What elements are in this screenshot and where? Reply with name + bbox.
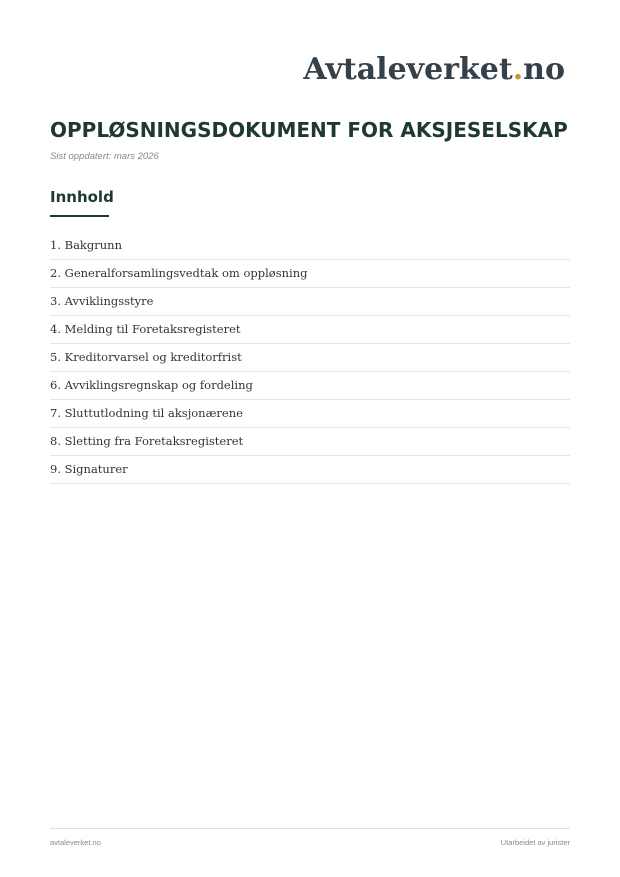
toc-item-kreditorvarsel[interactable]: 5. Kreditorvarsel og kreditorfrist	[50, 344, 570, 372]
logo-tld: no	[523, 52, 565, 87]
toc-heading: Innhold	[50, 188, 114, 206]
footer-divider	[50, 828, 570, 829]
toc-item-bakgrunn[interactable]: 1. Bakgrunn	[50, 232, 570, 260]
logo-dot: .	[512, 52, 524, 87]
site-logo[interactable]	[303, 52, 565, 87]
last-updated-text: Sist oppdatert: mars 2026	[50, 151, 159, 162]
toc-item-sluttutlodning[interactable]: 7. Sluttutlodning til aksjonærene	[50, 400, 570, 428]
toc-item-avviklingsstyre[interactable]: 3. Avviklingsstyre	[50, 288, 570, 316]
logo-main: Avtaleverket	[303, 52, 513, 87]
toc-heading-underline	[50, 215, 109, 217]
toc-item-signaturer[interactable]: 9. Signaturer	[50, 456, 570, 484]
toc-item-melding-foretaksregisteret[interactable]: 4. Melding til Foretaksregisteret	[50, 316, 570, 344]
toc-item-generalforsamlingsvedtak[interactable]: 2. Generalforsamlingsvedtak om oppløsning	[50, 260, 570, 288]
footer-credit: Utarbeidet av jurister	[500, 838, 570, 847]
toc-item-sletting[interactable]: 8. Sletting fra Foretaksregisteret	[50, 428, 570, 456]
toc-item-avviklingsregnskap[interactable]: 6. Avviklingsregnskap og fordeling	[50, 372, 570, 400]
document-title: OPPLØSNINGSDOKUMENT FOR AKSJESELSKAP	[50, 118, 568, 142]
toc-list	[50, 232, 570, 484]
footer-site-link[interactable]: avtaleverket.no	[50, 838, 101, 847]
